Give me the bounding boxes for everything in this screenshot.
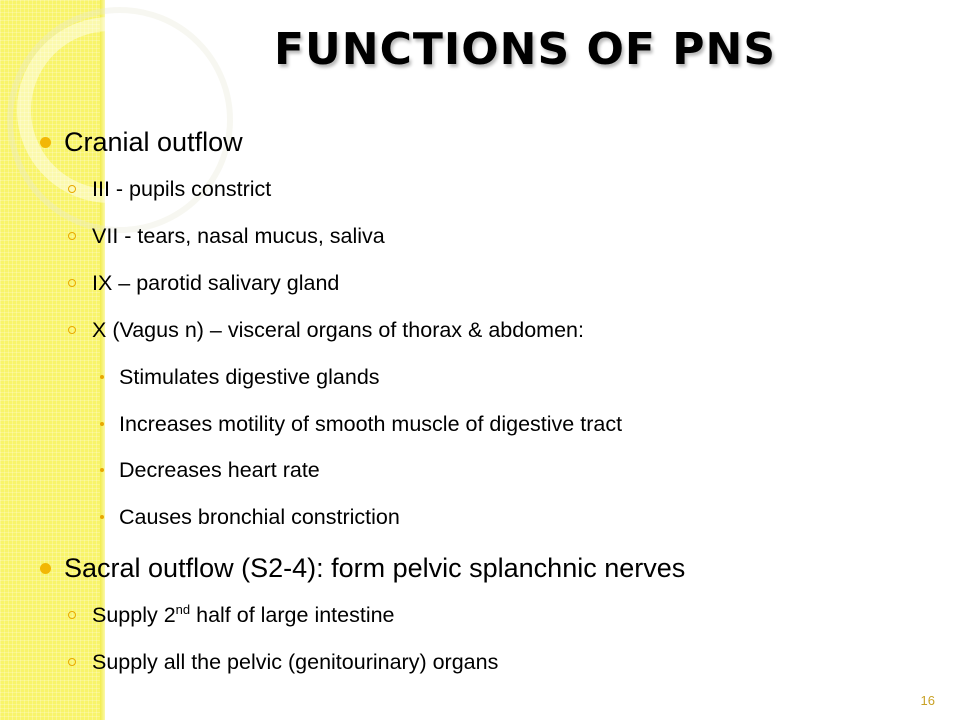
sub-list-item: [36, 354, 936, 401]
ring-bullet-icon: [68, 232, 76, 240]
list-item: [36, 213, 936, 260]
ring-bullet-icon: [68, 611, 76, 619]
list-item: [36, 592, 936, 639]
slide-title: FUNCTIONS OF PNS: [273, 24, 777, 75]
ring-bullet-icon: [68, 658, 76, 666]
section-heading-text: Cranial outflow: [64, 127, 243, 157]
ordinal-superscript: nd: [175, 601, 191, 617]
list-item-text: IX – parotid salivary gland: [92, 271, 340, 295]
dot-bullet-icon: [100, 422, 104, 426]
list-item-text: III - pupils constrict: [92, 177, 272, 201]
list-item: [36, 166, 936, 213]
list-item-text: Supply all the pelvic (genitourinary) organs: [92, 650, 499, 674]
sub-list-item: [36, 401, 936, 448]
dot-bullet-icon: [100, 515, 104, 519]
list-item: [36, 307, 936, 354]
bullet-icon: [40, 137, 51, 148]
ring-bullet-icon: [68, 279, 76, 287]
page-number: 16: [920, 693, 935, 708]
sub-list-item-text: Causes bronchial constriction: [119, 504, 400, 529]
section-heading-text: Sacral outflow (S2-4): form pelvic splanchnic nerves: [64, 553, 686, 583]
ring-bullet-icon: [68, 185, 76, 193]
bullet-icon: [40, 563, 51, 574]
list-item: [36, 260, 936, 307]
list-item-text: X (Vagus n) – visceral organs of thorax & abdomen:: [92, 318, 584, 342]
list-item: [36, 639, 936, 686]
sub-list-item: [36, 447, 936, 494]
list-item-text: VII - tears, nasal mucus, saliva: [92, 224, 385, 248]
slide-content: [36, 118, 936, 686]
ring-bullet-icon: [68, 326, 76, 334]
section-heading-sacral: [36, 544, 936, 592]
dot-bullet-icon: [100, 468, 104, 472]
section-heading-cranial: [36, 118, 936, 166]
list-item-text-before: Supply 2: [92, 603, 176, 627]
sub-list-item-text: Increases motility of smooth muscle of digestive tract: [119, 411, 623, 436]
sub-list-item: [36, 494, 936, 541]
sub-list-item-text: Stimulates digestive glands: [119, 365, 380, 389]
sub-list-item-text: Decreases heart rate: [119, 458, 320, 482]
dot-bullet-icon: [100, 375, 104, 379]
list-item-text-after: half of large intestine: [190, 603, 395, 627]
